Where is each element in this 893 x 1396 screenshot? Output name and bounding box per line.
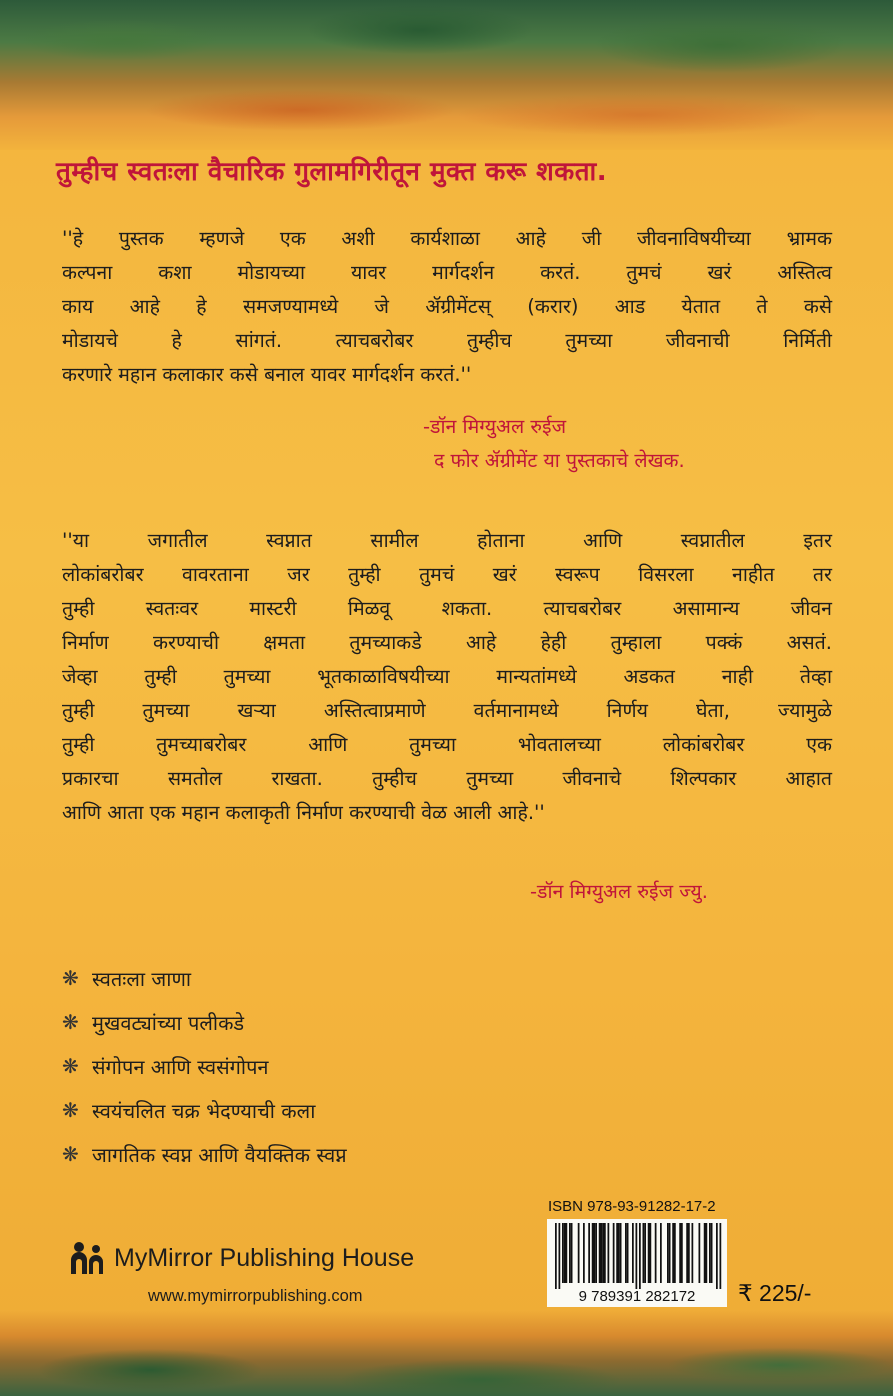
bottom-decorative-band (0, 1310, 893, 1396)
topic-item (62, 1088, 347, 1132)
barcode-bar (564, 1223, 566, 1283)
quote-1-line: कल्पना कशा मोडायच्या यावर मार्गदर्शन करतं. तुमचं खरं अस्तित्व (62, 261, 832, 284)
topic-label: जागतिक स्वप्न आणि वैयक्तिक स्वप्न (92, 1142, 347, 1167)
barcode-bar (660, 1223, 662, 1283)
barcode-bar (648, 1223, 650, 1283)
topic-item (62, 956, 347, 1000)
barcode-digits: 9 789391 282172 (578, 1288, 696, 1305)
barcode-bar (562, 1223, 564, 1283)
flower-bullet-icon: ❋ (62, 966, 79, 990)
quote-2-line: प्रकारचा समतोल राखता. तुम्हीच तुमच्या जीवनाचे शिल्पकार आहात (62, 767, 832, 790)
quote-1-line: करणारे महान कलाकार कसे बनाल यावर मार्गदर्शन करतं.'' (62, 363, 472, 386)
barcode-bar (594, 1223, 596, 1283)
barcode-bar (595, 1223, 597, 1283)
barcode-bar (655, 1223, 657, 1283)
topic-item (62, 1132, 347, 1176)
barcode-bar (616, 1223, 618, 1283)
barcode-bar (709, 1223, 711, 1283)
person-pair-icon (68, 1240, 108, 1276)
flower-bullet-icon: ❋ (62, 1010, 79, 1034)
barcode-bar (601, 1223, 603, 1283)
publisher-name: MyMirror Publishing House (114, 1243, 415, 1272)
headline: तुम्हीच स्वतःला वैचारिक गुलामगिरीतून मुक्त करू शकता. (56, 157, 608, 187)
quote-1-line: काय आहे हे समजण्यामध्ये जे ॲग्रीमेंटस् (करार) आड येतात ते कसे (62, 295, 832, 318)
barcode-bar (569, 1223, 571, 1283)
barcode-bar (566, 1223, 568, 1283)
barcode-bar (583, 1223, 585, 1283)
barcode-bar (608, 1223, 610, 1283)
barcode-bar (699, 1223, 701, 1283)
barcode-bar (571, 1223, 573, 1283)
quote-2-line: तुम्ही तुमच्या खऱ्या अस्तित्वाप्रमाणे वर्तमानामध्ये निर्णय घेता, ज्यामुळे (62, 699, 832, 722)
barcode-bar (578, 1223, 580, 1283)
barcode-bar (604, 1223, 606, 1283)
barcode (547, 1219, 727, 1307)
topic-list (62, 956, 347, 1176)
barcode-bar (555, 1223, 557, 1289)
barcode-bar (688, 1223, 690, 1283)
flower-bullet-icon: ❋ (62, 1054, 79, 1078)
flower-bullet-icon: ❋ (62, 1098, 79, 1122)
quote-2-line: ''या जगातील स्वप्नात सामील होताना आणि स्वप्नातील इतर (62, 529, 832, 552)
barcode-bar (681, 1223, 683, 1283)
publisher-block (68, 1240, 414, 1276)
barcode-bar (716, 1223, 718, 1289)
topic-label: स्वतःला जाणा (92, 966, 192, 991)
barcode-bar (669, 1223, 671, 1283)
barcode-bar (599, 1223, 601, 1283)
topic-item (62, 1000, 347, 1044)
quote-1 (62, 222, 832, 392)
top-decorative-band (0, 0, 893, 150)
barcode-bar (644, 1223, 646, 1283)
quote-2-line: जेव्हा तुम्ही तुमच्या भूतकाळाविषयीच्या मान्यतांमध्ये अडकत नाही तेव्हा (62, 665, 832, 688)
quote-2-line: आणि आता एक महान कलाकृती निर्माण करण्याची वेळ आली आहे.'' (62, 801, 545, 824)
quote-1-line: मोडायचे हे सांगतं. त्याचबरोबर तुम्हीच तुमच्या जीवनाची निर्मिती (62, 329, 832, 352)
topic-label: स्वयंचलित चक्र भेदण्याची कला (92, 1098, 316, 1123)
topic-label: मुखवट्यांच्या पलीकडे (92, 1010, 245, 1035)
barcode-bar (650, 1223, 652, 1283)
barcode-bar (627, 1223, 629, 1283)
barcode-bar (692, 1223, 694, 1283)
barcode-bar (625, 1223, 627, 1283)
price: ₹ 225/- (738, 1280, 812, 1306)
isbn-label: ISBN 978-93-91282-17-2 (548, 1198, 716, 1215)
barcode-bar (639, 1223, 641, 1289)
barcode-bar (704, 1223, 706, 1283)
quote-1-line: ''हे पुस्तक म्हणजे एक अशी कार्यशाळा आहे जी जीवनाविषयीच्या भ्रामक (62, 227, 832, 250)
quote-1-author: -डॉन मिग्युअल रुईज (423, 415, 567, 438)
barcode-bar (643, 1223, 645, 1283)
barcode-bars (547, 1219, 727, 1307)
barcode-bar (706, 1223, 708, 1283)
topic-item (62, 1044, 347, 1088)
barcode-bar (686, 1223, 688, 1283)
barcode-bar (711, 1223, 713, 1283)
barcode-bar (620, 1223, 622, 1283)
barcode-bar (667, 1223, 669, 1283)
barcode-bar (602, 1223, 604, 1283)
barcode-bar (672, 1223, 674, 1283)
flower-bullet-icon: ❋ (62, 1142, 79, 1166)
quote-2-line: तुम्ही स्वतःवर मास्टरी मिळवू शकता. त्याचबरोबर असामान्य जीवन (62, 597, 832, 620)
quote-2-line: लोकांबरोबर वावरताना जर तुम्ही तुमचं खरं स्वरूप विसरला नाहीत तर (62, 563, 832, 586)
barcode-bar (559, 1223, 561, 1289)
quote-2-line: तुम्ही तुमच्याबरोबर आणि तुमच्या भोवतालच्या लोकांबरोबर एक (62, 733, 832, 756)
barcode-bar (592, 1223, 594, 1283)
barcode-bar (674, 1223, 676, 1283)
barcode-bar (632, 1223, 634, 1283)
barcode-bar (679, 1223, 681, 1283)
barcode-bar (618, 1223, 620, 1283)
quote-1-author-note: द फोर ॲग्रीमेंट या पुस्तकाचे लेखक. (434, 449, 685, 472)
topic-label: संगोपन आणि स्वसंगोपन (92, 1054, 269, 1079)
publisher-website: www.mymirrorpublishing.com (148, 1287, 363, 1305)
quote-2 (62, 524, 832, 830)
barcode-bar (636, 1223, 638, 1289)
barcode-bar (613, 1223, 615, 1283)
quote-2-line: निर्माण करण्याची क्षमता तुमच्याकडे आहे हेही तुम्हाला पक्कं असतं. (62, 631, 832, 654)
barcode-bar (720, 1223, 722, 1289)
quote-2-author: -डॉन मिग्युअल रुईज ज्यु. (530, 880, 708, 903)
barcode-bar (588, 1223, 590, 1283)
